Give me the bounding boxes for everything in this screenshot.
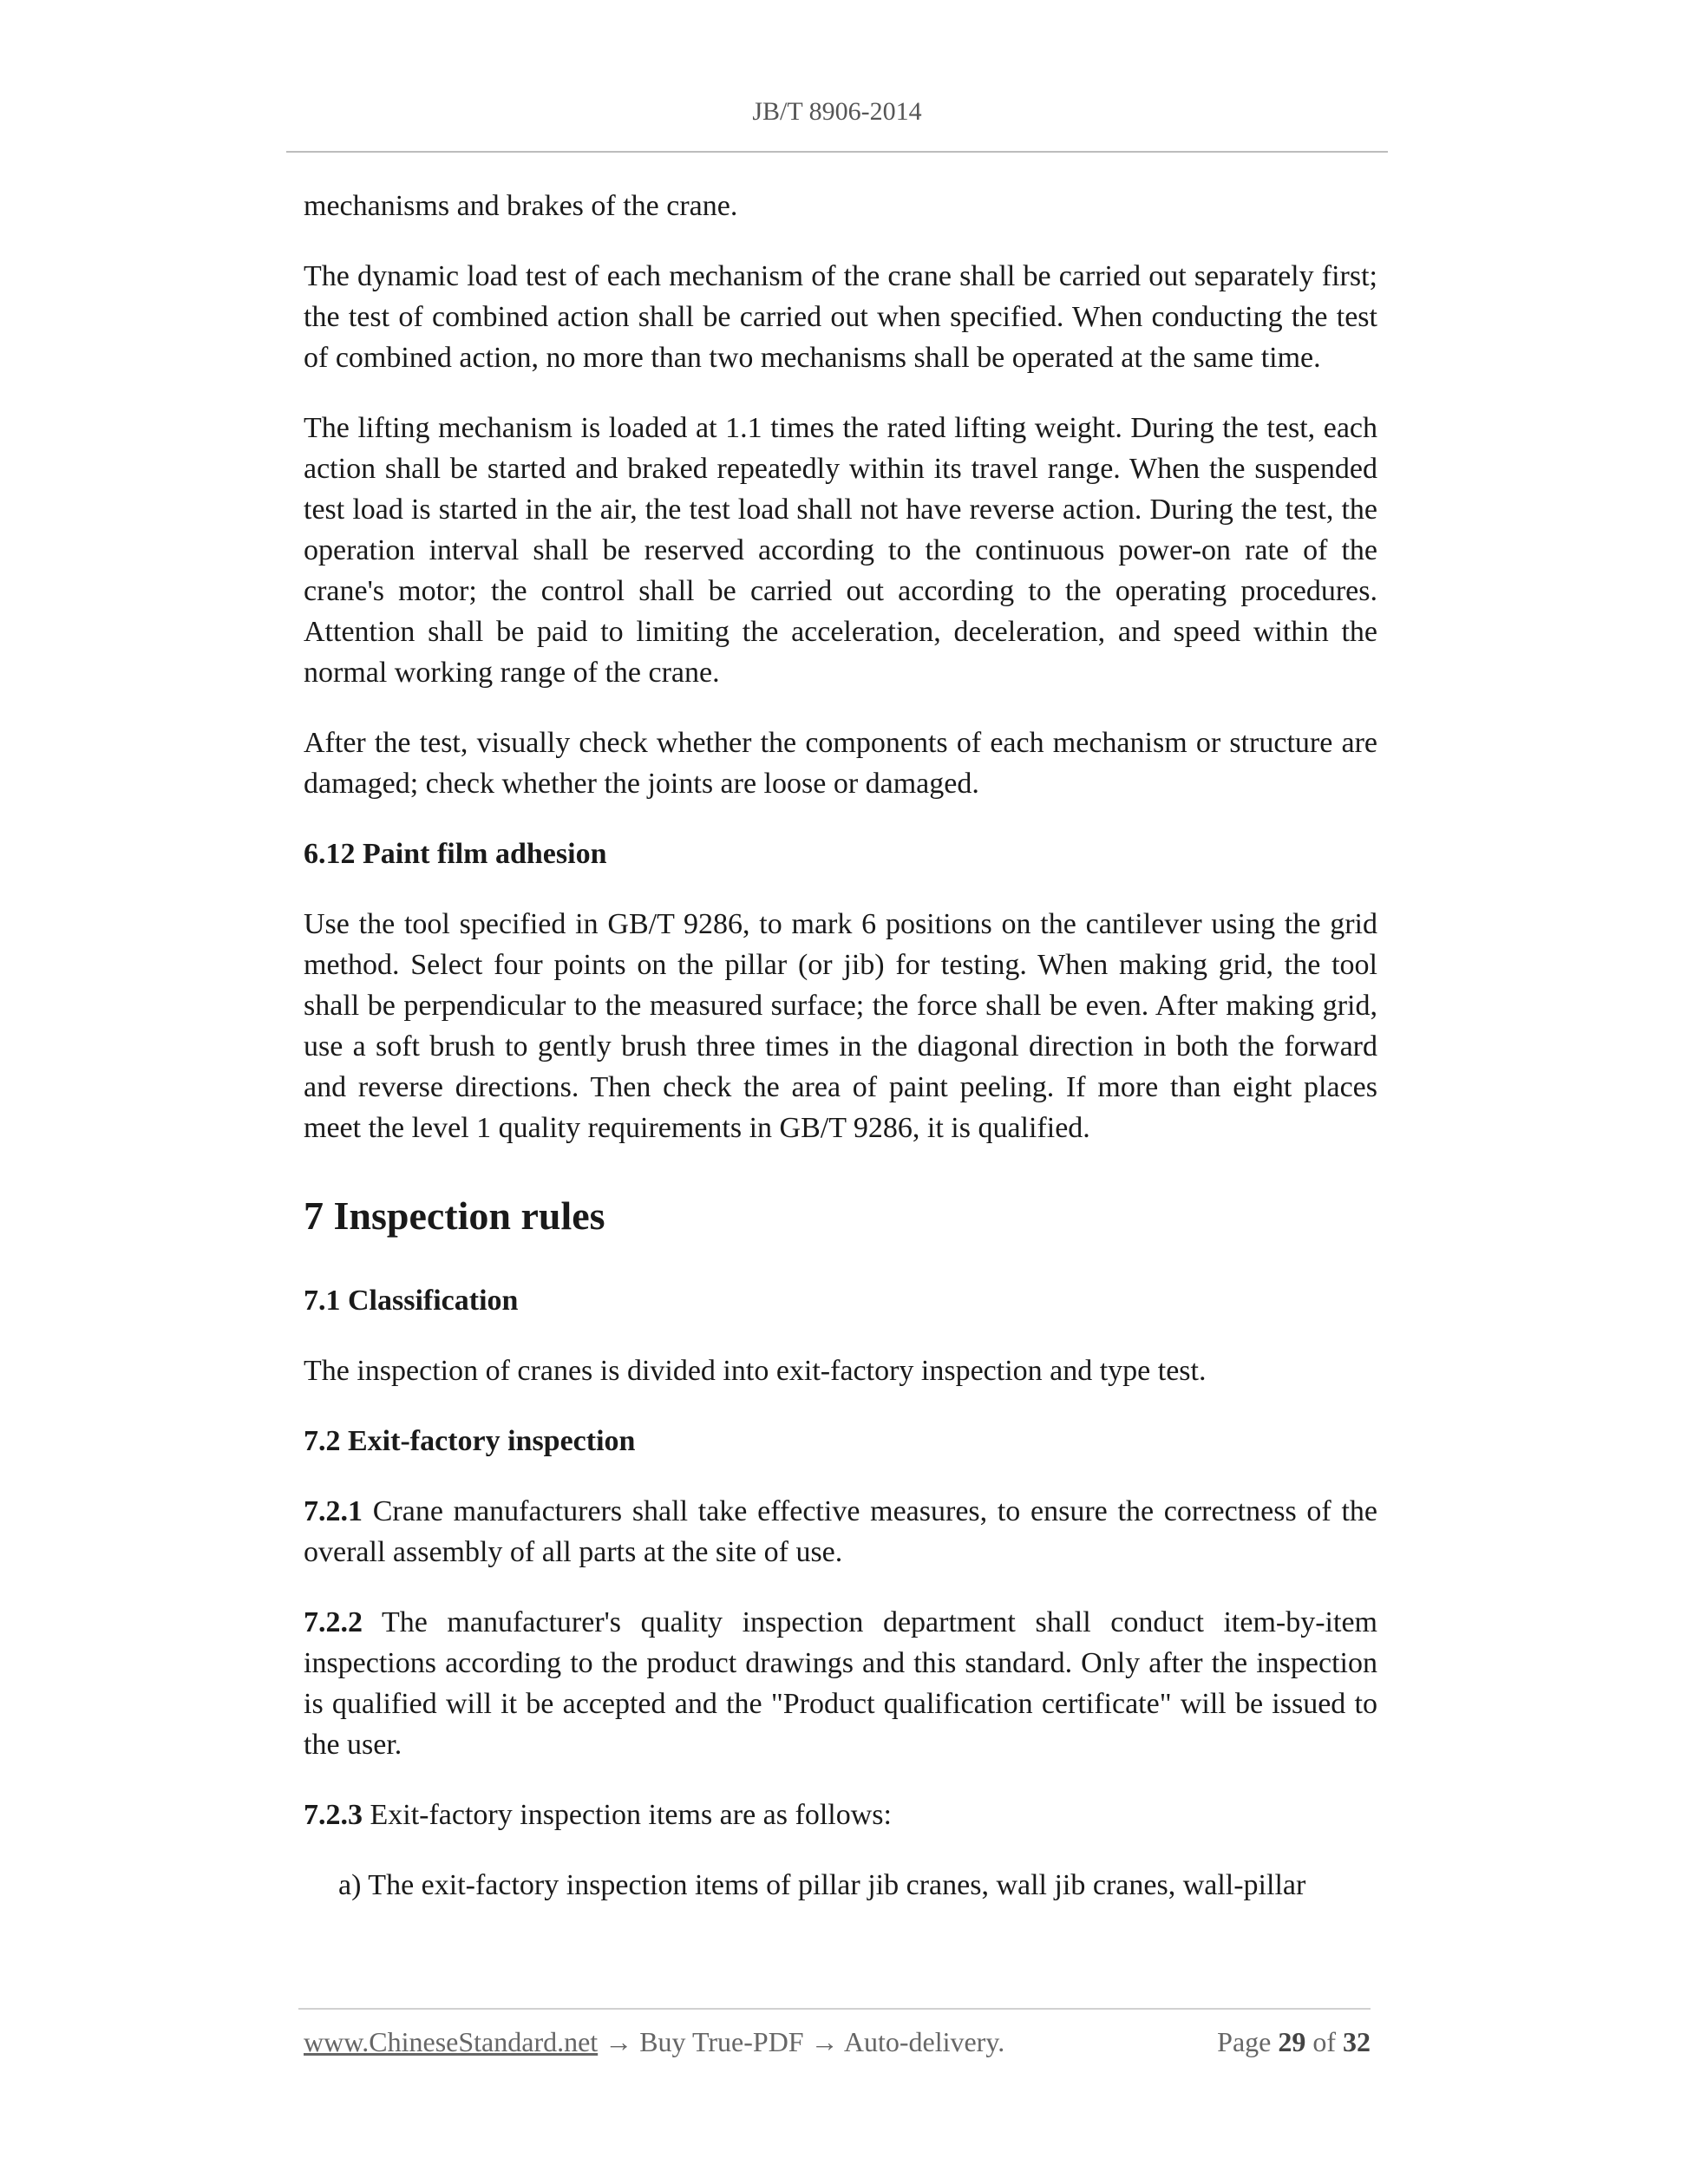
paragraph: The dynamic load test of each mechanism of the crane shall be carried out separately first; the test of combined action shall be carried out when specified. When conducting the test of combined action, no more than two mechanisms shall be operated at the same time. [304, 260, 1377, 374]
footer-promo [304, 2026, 1004, 2058]
clause-text: Exit-factory inspection items are as follows: [363, 1799, 892, 1831]
footer-divider [298, 2008, 1371, 2010]
clause-text: Crane manufacturers shall take effective measures, to ensure the correctness of the overall assembly of all parts at the site of use. [304, 1495, 1377, 1568]
page-total: 32 [1343, 2026, 1371, 2057]
arrow-right-icon: → [605, 2026, 633, 2057]
arrow-right-icon: → [810, 2026, 839, 2057]
page-label: Page [1217, 2026, 1272, 2057]
list-item-a: a) The exit-factory inspection items of pillar jib cranes, wall jib cranes, wall-pillar [338, 1869, 1306, 1901]
clause-number: 7.2.3 [304, 1799, 363, 1831]
page-number: 29 [1278, 2026, 1306, 2057]
chapter-heading-7: 7 Inspection rules [304, 1193, 605, 1238]
section-heading-7-1: 7.1 Classification [304, 1285, 519, 1317]
clause-number: 7.2.1 [304, 1495, 363, 1527]
paragraph: The lifting mechanism is loaded at 1.1 times the rated lifting weight. During the test, each action shall be started and braked repeatedly within its travel range. When the suspended test load is started in the air, the test load shall not have reverse action. During the test, the operation interval shall be reserved according to the continuous power-on rate of the crane's motor; the control shall be carried out according to the operating procedures. Attention shall be paid to limiting the acceleration, deceleration, and speed within the normal working range of the crane. [304, 412, 1377, 689]
section-heading-6-12: 6.12 Paint film adhesion [304, 838, 607, 870]
of-label: of [1312, 2026, 1336, 2057]
section-heading-7-2: 7.2 Exit-factory inspection [304, 1425, 636, 1457]
clause-7-2-2 [304, 1602, 1377, 1765]
paragraph: Use the tool specified in GB/T 9286, to mark 6 positions on the cantilever using the grid method. Select four points on the pillar (or jib) for testing. When making grid, the tool shall be perpendicular to the measured surface; the force shall be even. After making grid, use a soft brush to gently brush three times in the diagonal direction in both the forward and reverse directions. Then check the area of paint peeling. If more than eight places meet the level 1 quality requirements in GB/T 9286, it is qualified. [304, 908, 1377, 1144]
footer [304, 2026, 1371, 2064]
clause-7-2-1 [304, 1491, 1377, 1573]
paragraph: After the test, visually check whether the components of each mechanism or structure are damaged; check whether the joints are loose or damaged. [304, 727, 1377, 800]
auto-delivery-text: Auto-delivery. [843, 2026, 1005, 2057]
paragraph: mechanisms and brakes of the crane. [304, 190, 738, 222]
website-link[interactable]: www.ChineseStandard.net [304, 2026, 599, 2057]
page-body [304, 186, 1377, 1906]
paragraph: The inspection of cranes is divided into exit-factory inspection and type test. [304, 1355, 1207, 1387]
clause-text: The manufacturer's quality inspection department shall conduct item-by-item inspections according to the product drawings and this standard. Only after the inspection is qualified will it be accepted and the "Product qualification certificate" will be issued to the user. [304, 1606, 1377, 1761]
header-divider [286, 151, 1388, 153]
clause-number: 7.2.2 [304, 1606, 363, 1638]
buy-pdf-text: Buy True-PDF [639, 2026, 804, 2057]
running-header: JB/T 8906-2014 [752, 97, 922, 126]
clause-7-2-3 [304, 1795, 1377, 1835]
page-counter [1217, 2026, 1371, 2058]
